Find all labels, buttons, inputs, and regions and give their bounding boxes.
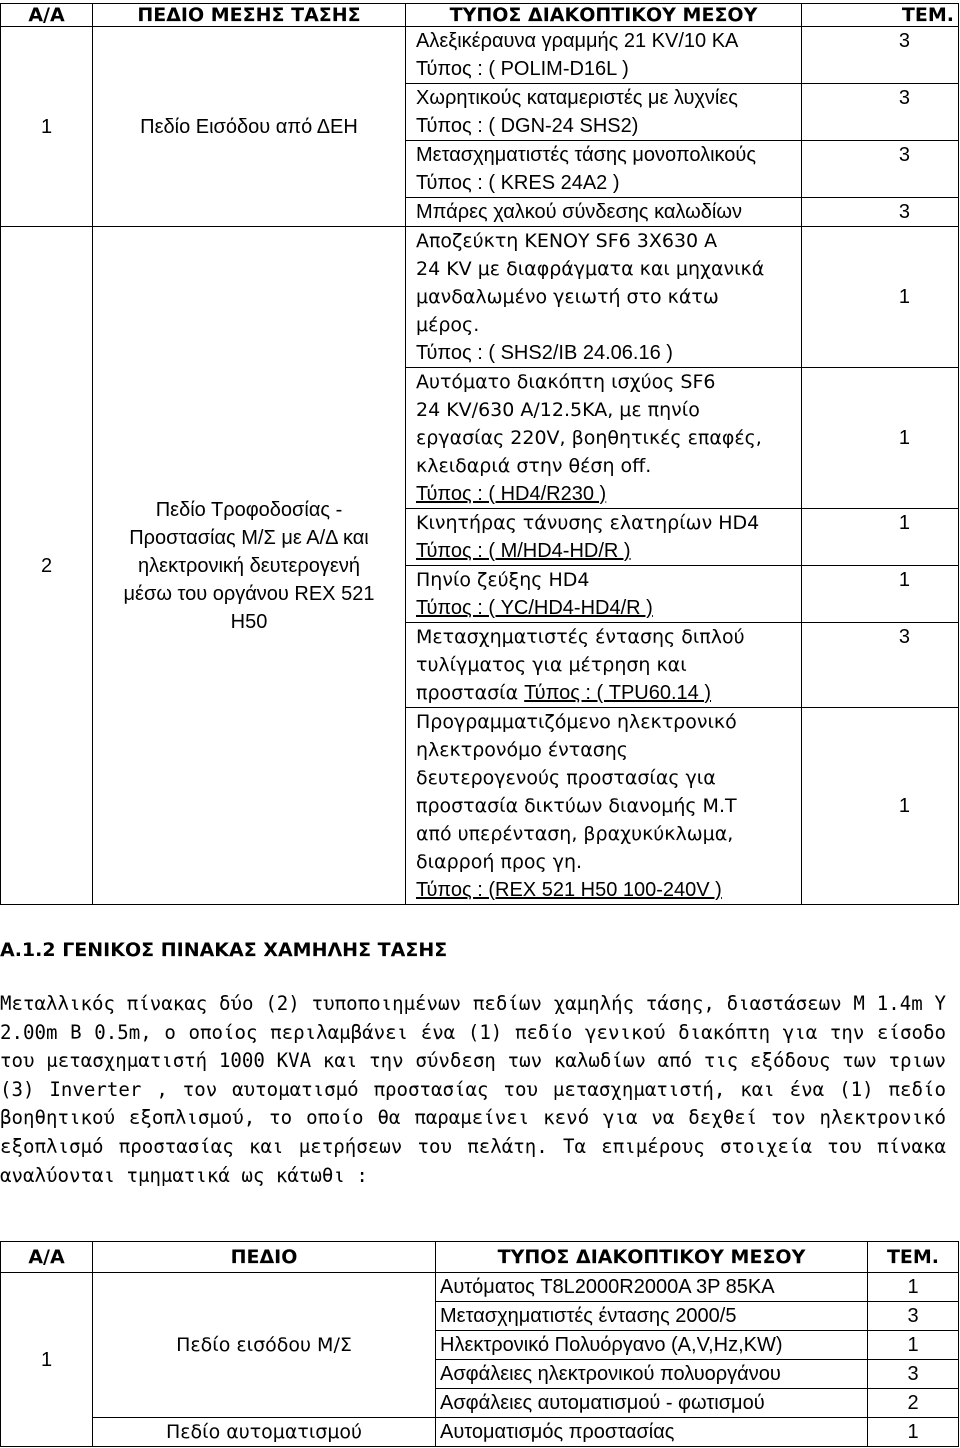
item-line	[416, 679, 797, 707]
medium-voltage-table	[0, 3, 959, 905]
header-switch-type: ΤΥΠΟΣ ΔΙΑΚΟΠΤΙΚΟΥ ΜΕΣΟΥ	[436, 1242, 868, 1273]
item-qty: 1	[868, 1331, 959, 1360]
item-type: Τύπος : ( M/HD4-HD/R )	[416, 540, 631, 562]
item-description: Ηλεκτρονικό Πολυόργανο (A,V,Hz,KW)	[436, 1331, 868, 1360]
header-aa: Α/Α	[1, 1242, 93, 1273]
field-name: Πεδίο εισόδου Μ/Σ	[93, 1273, 436, 1418]
item-qty: 1	[802, 708, 959, 905]
item-qty: 1	[802, 509, 959, 566]
item-qty: 1	[868, 1273, 959, 1302]
header-qty: ΤΕΜ.	[868, 1242, 959, 1273]
field-name: Πεδίο αυτοματισμού	[93, 1418, 436, 1447]
section-heading: Α.1.2 ΓΕΝΙΚΟΣ ΠΙΝΑΚΑΣ ΧΑΜΗΛΗΣ ΤΑΣΗΣ	[0, 939, 448, 961]
item-description	[406, 27, 802, 84]
field-line: Προστασίας Μ/Σ με Α/Δ και	[129, 526, 369, 549]
item-description	[406, 566, 802, 623]
item-type: Τύπος : ( KRES 24A2 )	[416, 172, 620, 194]
item-type: Τύπος : ( DGN-24 SHS2)	[416, 115, 639, 137]
item-line: από υπερένταση, βραχυκύκλωμα,	[416, 823, 734, 845]
item-line: Προγραμματιζόμενο ηλεκτρονικό	[416, 711, 737, 733]
item-line: Αποζεύκτη ΚΕΝΟΥ SF6 3X630 A	[416, 230, 718, 252]
section-paragraph: Μεταλλικός πίνακας δύο (2) τυποποιημένων πεδίων χαμηλής τάσης, διαστάσεων Μ 1.4m Υ 2.00m Β 0.5m, ο οποίος περιλαμβάνει ένα (1) πεδίο γενικού διακόπτη για την είσοδο του μετασχηματιστή 1000 KVA και την σύνδεση των καλωδίων από τις εξόδους των τριων (3) Inverter , τον αυτοματισμό προστασίας του μετασχηματιστή, και ένα (1) πεδίο βοηθητικού εξοπλισμού, το οποίο θα παραμείνει κενό για να δεχθεί τον ηλεκτρονικό εξοπλισμό προστασίας και μετρήσεων του πελάτη. Τα επιμέρους στοιχεία του πίνακα αναλύονται τμηματικά ως κάτωθι :	[0, 992, 946, 1187]
field-line: Πεδίο Τροφοδοσίας -	[155, 498, 343, 521]
item-line: 24 KV με διαφράγματα και μηχανικά	[416, 258, 765, 280]
item-type: Τύπος : ( POLIM-D16L )	[416, 58, 629, 80]
item-qty: 1	[802, 227, 959, 368]
table-row	[1, 227, 959, 368]
item-line: Κινητήρας τάνυσης ελατηρίων HD4	[416, 512, 760, 534]
item-description	[406, 623, 802, 708]
item-line: 24 KV/630 A/12.5KA, με πηνίο	[416, 399, 700, 421]
table-row	[1, 1273, 959, 1302]
field-name	[93, 227, 406, 905]
item-description	[406, 141, 802, 198]
item-description	[406, 368, 802, 509]
item-qty: 3	[868, 1302, 959, 1331]
item-qty: 1	[802, 368, 959, 509]
item-qty: 3	[802, 623, 959, 708]
field-name: Πεδίο Εισόδου από ΔΕΗ	[93, 27, 406, 227]
item-line: εργασίας 220V, βοηθητικές επαφές,	[416, 427, 762, 449]
table-row	[1, 27, 959, 84]
item-line: Μπάρες χαλκού σύνδεσης καλωδίων	[416, 201, 742, 223]
item-description	[406, 708, 802, 905]
item-description: Αυτόματος T8L2000R2000A 3P 85KA	[436, 1273, 868, 1302]
item-qty: 2	[868, 1389, 959, 1418]
header-field: ΠΕΔΙΟ ΜΕΣΗΣ ΤΑΣΗΣ	[93, 4, 406, 27]
table-header-row	[1, 4, 959, 27]
item-type: Τύπος : (REX 521 H50 100-240V )	[416, 879, 722, 901]
item-line: ηλεκτρονόμο έντασης	[416, 739, 628, 761]
header-aa: Α/Α	[1, 4, 93, 27]
header-field: ΠΕΔΙΟ	[93, 1242, 436, 1273]
item-description: Αυτοματισμός προστασίας	[436, 1418, 868, 1447]
item-qty: 3	[802, 141, 959, 198]
item-type: Τύπος : ( SHS2/IB 24.06.16 )	[416, 342, 673, 364]
item-qty: 3	[802, 84, 959, 141]
header-switch-type: ΤΥΠΟΣ ΔΙΑΚΟΠΤΙΚΟΥ ΜΕΣΟΥ	[406, 4, 802, 27]
item-qty: 3	[802, 27, 959, 84]
row-number: 2	[1, 227, 93, 905]
item-qty: 3	[802, 198, 959, 227]
field-line: ηλεκτρονική δευτερογενή	[138, 554, 360, 577]
item-line: Χωρητικούς καταμεριστές με λυχνίες	[416, 87, 738, 109]
item-qty: 1	[868, 1418, 959, 1447]
item-line: Αυτόματο διακόπτη ισχύος SF6	[416, 371, 716, 393]
item-type: Τύπος : ( HD4/R230 )	[416, 483, 607, 505]
item-line: Μετασχηματιστές τάσης μονοπολικούς	[416, 144, 756, 166]
item-line: τυλίγματος για μέτρηση και	[416, 654, 687, 676]
item-description	[406, 198, 802, 227]
table-header-row	[1, 1242, 959, 1273]
item-line: δευτερογενούς προστασίας για	[416, 767, 716, 789]
item-line: μανδαλωμένο γειωτή στο κάτω	[416, 286, 719, 308]
item-line: Μετασχηματιστές έντασης διπλού	[416, 626, 745, 648]
item-line: Αλεξικέραυνα γραμμής 21 KV/10 KA	[416, 30, 739, 52]
item-type: Τύπος : ( YC/HD4-HD4/R )	[416, 597, 653, 619]
item-description: Μετασχηματιστές έντασης 2000/5	[436, 1302, 868, 1331]
item-description	[406, 509, 802, 566]
item-line-prefix: προστασία	[416, 682, 525, 704]
field-line: μέσω του οργάνου REX 521	[123, 582, 375, 605]
item-line: κλειδαριά στην θέση off.	[416, 455, 652, 477]
header-qty: ΤΕΜ.	[802, 4, 959, 27]
low-voltage-table	[0, 1241, 959, 1447]
item-description	[406, 84, 802, 141]
table-row	[1, 1418, 959, 1447]
row-number: 1	[1, 1273, 93, 1447]
item-description: Ασφάλειες ηλεκτρονικού πολυοργάνου	[436, 1360, 868, 1389]
item-qty: 3	[868, 1360, 959, 1389]
item-description	[406, 227, 802, 368]
item-line: διαρροή προς γη.	[416, 851, 583, 873]
item-line: μέρος.	[416, 314, 480, 336]
field-line: H50	[230, 610, 268, 633]
item-line: Πηνίο ζεύξης HD4	[416, 569, 590, 591]
item-line: προστασία δικτύων διανομής Μ.Τ	[416, 795, 737, 817]
item-qty: 1	[802, 566, 959, 623]
row-number: 1	[1, 27, 93, 227]
item-description: Ασφάλειες αυτοματισμού - φωτισμού	[436, 1389, 868, 1418]
item-type: Τύπος : ( TPU60.14 )	[524, 682, 712, 704]
